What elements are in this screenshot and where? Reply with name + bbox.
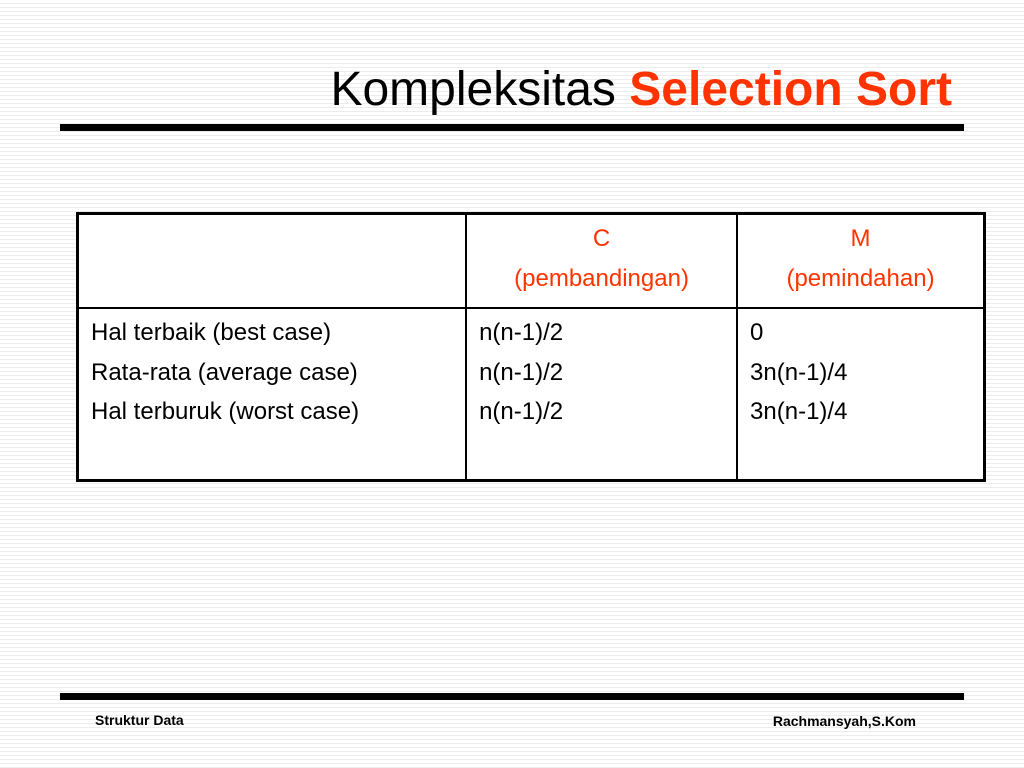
header-c-label: C <box>592 225 611 252</box>
header-cell-empty <box>78 214 467 309</box>
title-accent: Selection Sort <box>629 63 952 116</box>
comparisons-average: n(n-1)/2 <box>479 358 564 386</box>
footer-author: Rachmansyah,S.Kom <box>772 713 916 729</box>
moves-worst: 3n(n-1)/4 <box>750 398 848 426</box>
table-header-row <box>78 214 985 309</box>
comparisons-cell <box>466 308 737 481</box>
moves-best: 0 <box>750 319 764 346</box>
comparisons-best: n(n-1)/2 <box>479 319 564 346</box>
header-cell-comparisons <box>466 214 737 309</box>
header-cell-moves <box>737 214 984 309</box>
case-best: Hal terbaik (best case) <box>91 319 332 346</box>
title-prefix: Kompleksitas <box>330 63 616 116</box>
comparisons-worst: n(n-1)/2 <box>479 398 564 426</box>
case-cell <box>78 308 467 481</box>
case-average: Rata-rata (average case) <box>91 358 358 386</box>
header-c-sub: (pembandingan) <box>514 264 689 292</box>
slide-title <box>330 58 952 122</box>
footer-divider <box>60 693 964 700</box>
moves-average: 3n(n-1)/4 <box>750 358 848 386</box>
complexity-table <box>76 212 986 482</box>
title-underline <box>60 124 964 131</box>
header-m-sub: (pemindahan) <box>786 264 935 292</box>
header-m-label: M <box>850 225 871 252</box>
case-worst: Hal terburuk (worst case) <box>91 398 360 426</box>
footer-course: Struktur Data <box>95 712 184 728</box>
table-row <box>78 308 985 481</box>
moves-cell <box>737 308 984 481</box>
